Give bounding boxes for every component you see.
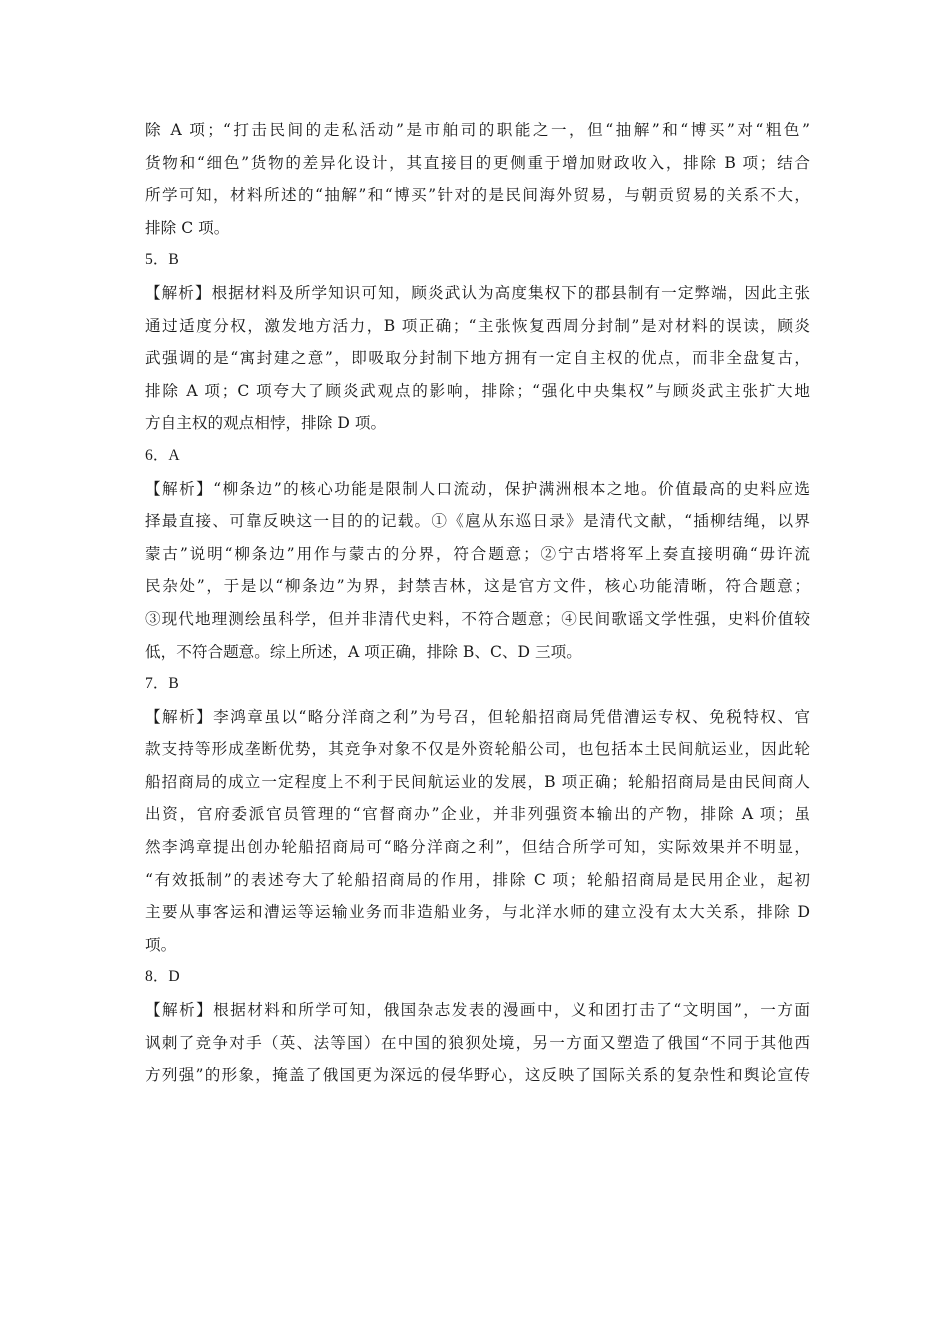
text-line: 然李鸿章提出创办轮船招商局可“略分洋商之利”，但结合所学可知，实际效果并不明显， [145, 838, 810, 857]
text-line: 武强调的是“寓封建之意”，即吸取分封制下地方拥有一定自主权的优点，而非全盘复古， [145, 349, 810, 368]
text-line: “有效抵制”的表述夸大了轮船招商局的作用，排除 C 项；轮船招商局是民用企业，起初 [145, 870, 810, 889]
text-line: 项。 [145, 935, 177, 954]
text-line: 出资，官府委派官员管理的“官督商办”企业，并非列强资本输出的产物，排除 A 项；虽 [145, 805, 810, 824]
text-line: 方自主权的观点相悖，排除 D 项。 [145, 414, 387, 433]
explanation-block-7 [145, 668, 810, 961]
text-line: 排除 C 项。 [145, 218, 230, 237]
explanation-block-4-continued [145, 114, 810, 244]
answer-key-8: 8．D [145, 968, 180, 986]
answer-key-7: 7．B [145, 675, 179, 693]
text-line: 主要从事客运和漕运等运输业务而非造船业务，与北洋水师的建立没有太大关系，排除 D [145, 903, 810, 922]
text-line: 除 A 项；“打击民间的走私活动”是市舶司的职能之一，但“抽解”和“博买”对“粗色” [145, 121, 810, 139]
text-line: 排除 A 项；C 项夸大了顾炎武观点的影响，排除；“强化中央集权”与顾炎武主张扩大地 [145, 381, 810, 400]
text-line: 所学可知，材料所述的“抽解”和“博买”针对的是民间海外贸易，与朝贡贸易的关系不大， [145, 186, 810, 205]
explanation-block-5 [145, 244, 810, 440]
text-line: 通过适度分权，激发地方活力，B 项正确；“主张恢复西周分封制”是对材料的误读，顾炎 [145, 316, 810, 335]
text-line: 民杂处”，于是以“柳条边”为界，封禁吉林，这是官方文件，核心功能清晰，符合题意； [145, 577, 810, 596]
text-line: 【解析】根据材料和所学可知，俄国杂志发表的漫画中，义和团打击了“文明国”，一方面 [145, 1001, 810, 1020]
text-line: 船招商局的成立一定程度上不利于民间航运业的发展，B 项正确；轮船招商局是由民间商人 [145, 772, 810, 791]
text-line: 讽刺了竞争对手（英、法等国）在中国的狼狈处境，另一方面又塑造了俄国“不同于其他西 [145, 1033, 810, 1052]
text-line: 【解析】根据材料及所学知识可知，顾炎武认为高度集权下的郡县制有一定弊端，因此主张 [145, 283, 810, 302]
answer-key-6: 6．A [145, 446, 180, 464]
text-line: 方列强”的形象，掩盖了俄国更为深远的侵华野心，这反映了国际关系的复杂性和舆论宣传 [145, 1066, 810, 1085]
text-line: 款支持等形成垄断优势，其竞争对象不仅是外资轮船公司，也包括本土民间航运业，因此轮 [145, 740, 810, 759]
text-line: 蒙古”说明“柳条边”用作与蒙古的分界，符合题意；②宁古塔将军上奏直接明确“毋许流 [145, 544, 810, 563]
explanation-block-8 [145, 961, 810, 1091]
answer-key-5: 5．B [145, 251, 179, 269]
text-line: 【解析】李鸿章虽以“略分洋商之利”为号召，但轮船招商局凭借漕运专权、免税特权、官 [145, 707, 810, 726]
text-line: 择最直接、可靠反映这一目的的记载。①《扈从东巡日录》是清代文献，“插柳结绳，以界 [145, 512, 810, 531]
explanation-block-6 [145, 440, 810, 668]
answer-explanation-page [145, 114, 810, 1092]
text-line: 低，不符合题意。综上所述，A 项正确，排除 B、C、D 三项。 [145, 642, 582, 661]
text-line: 【解析】“柳条边”的核心功能是限制人口流动，保护满洲根本之地。价值最高的史料应选 [145, 479, 810, 498]
text-line: ③现代地理测绘虽科学，但并非清代史料，不符合题意；④民间歌谣文学性强，史料价值较 [145, 609, 810, 628]
text-line: 货物和“细色”货物的差异化设计，其直接目的更侧重于增加财政收入，排除 B 项；结合 [145, 153, 810, 172]
